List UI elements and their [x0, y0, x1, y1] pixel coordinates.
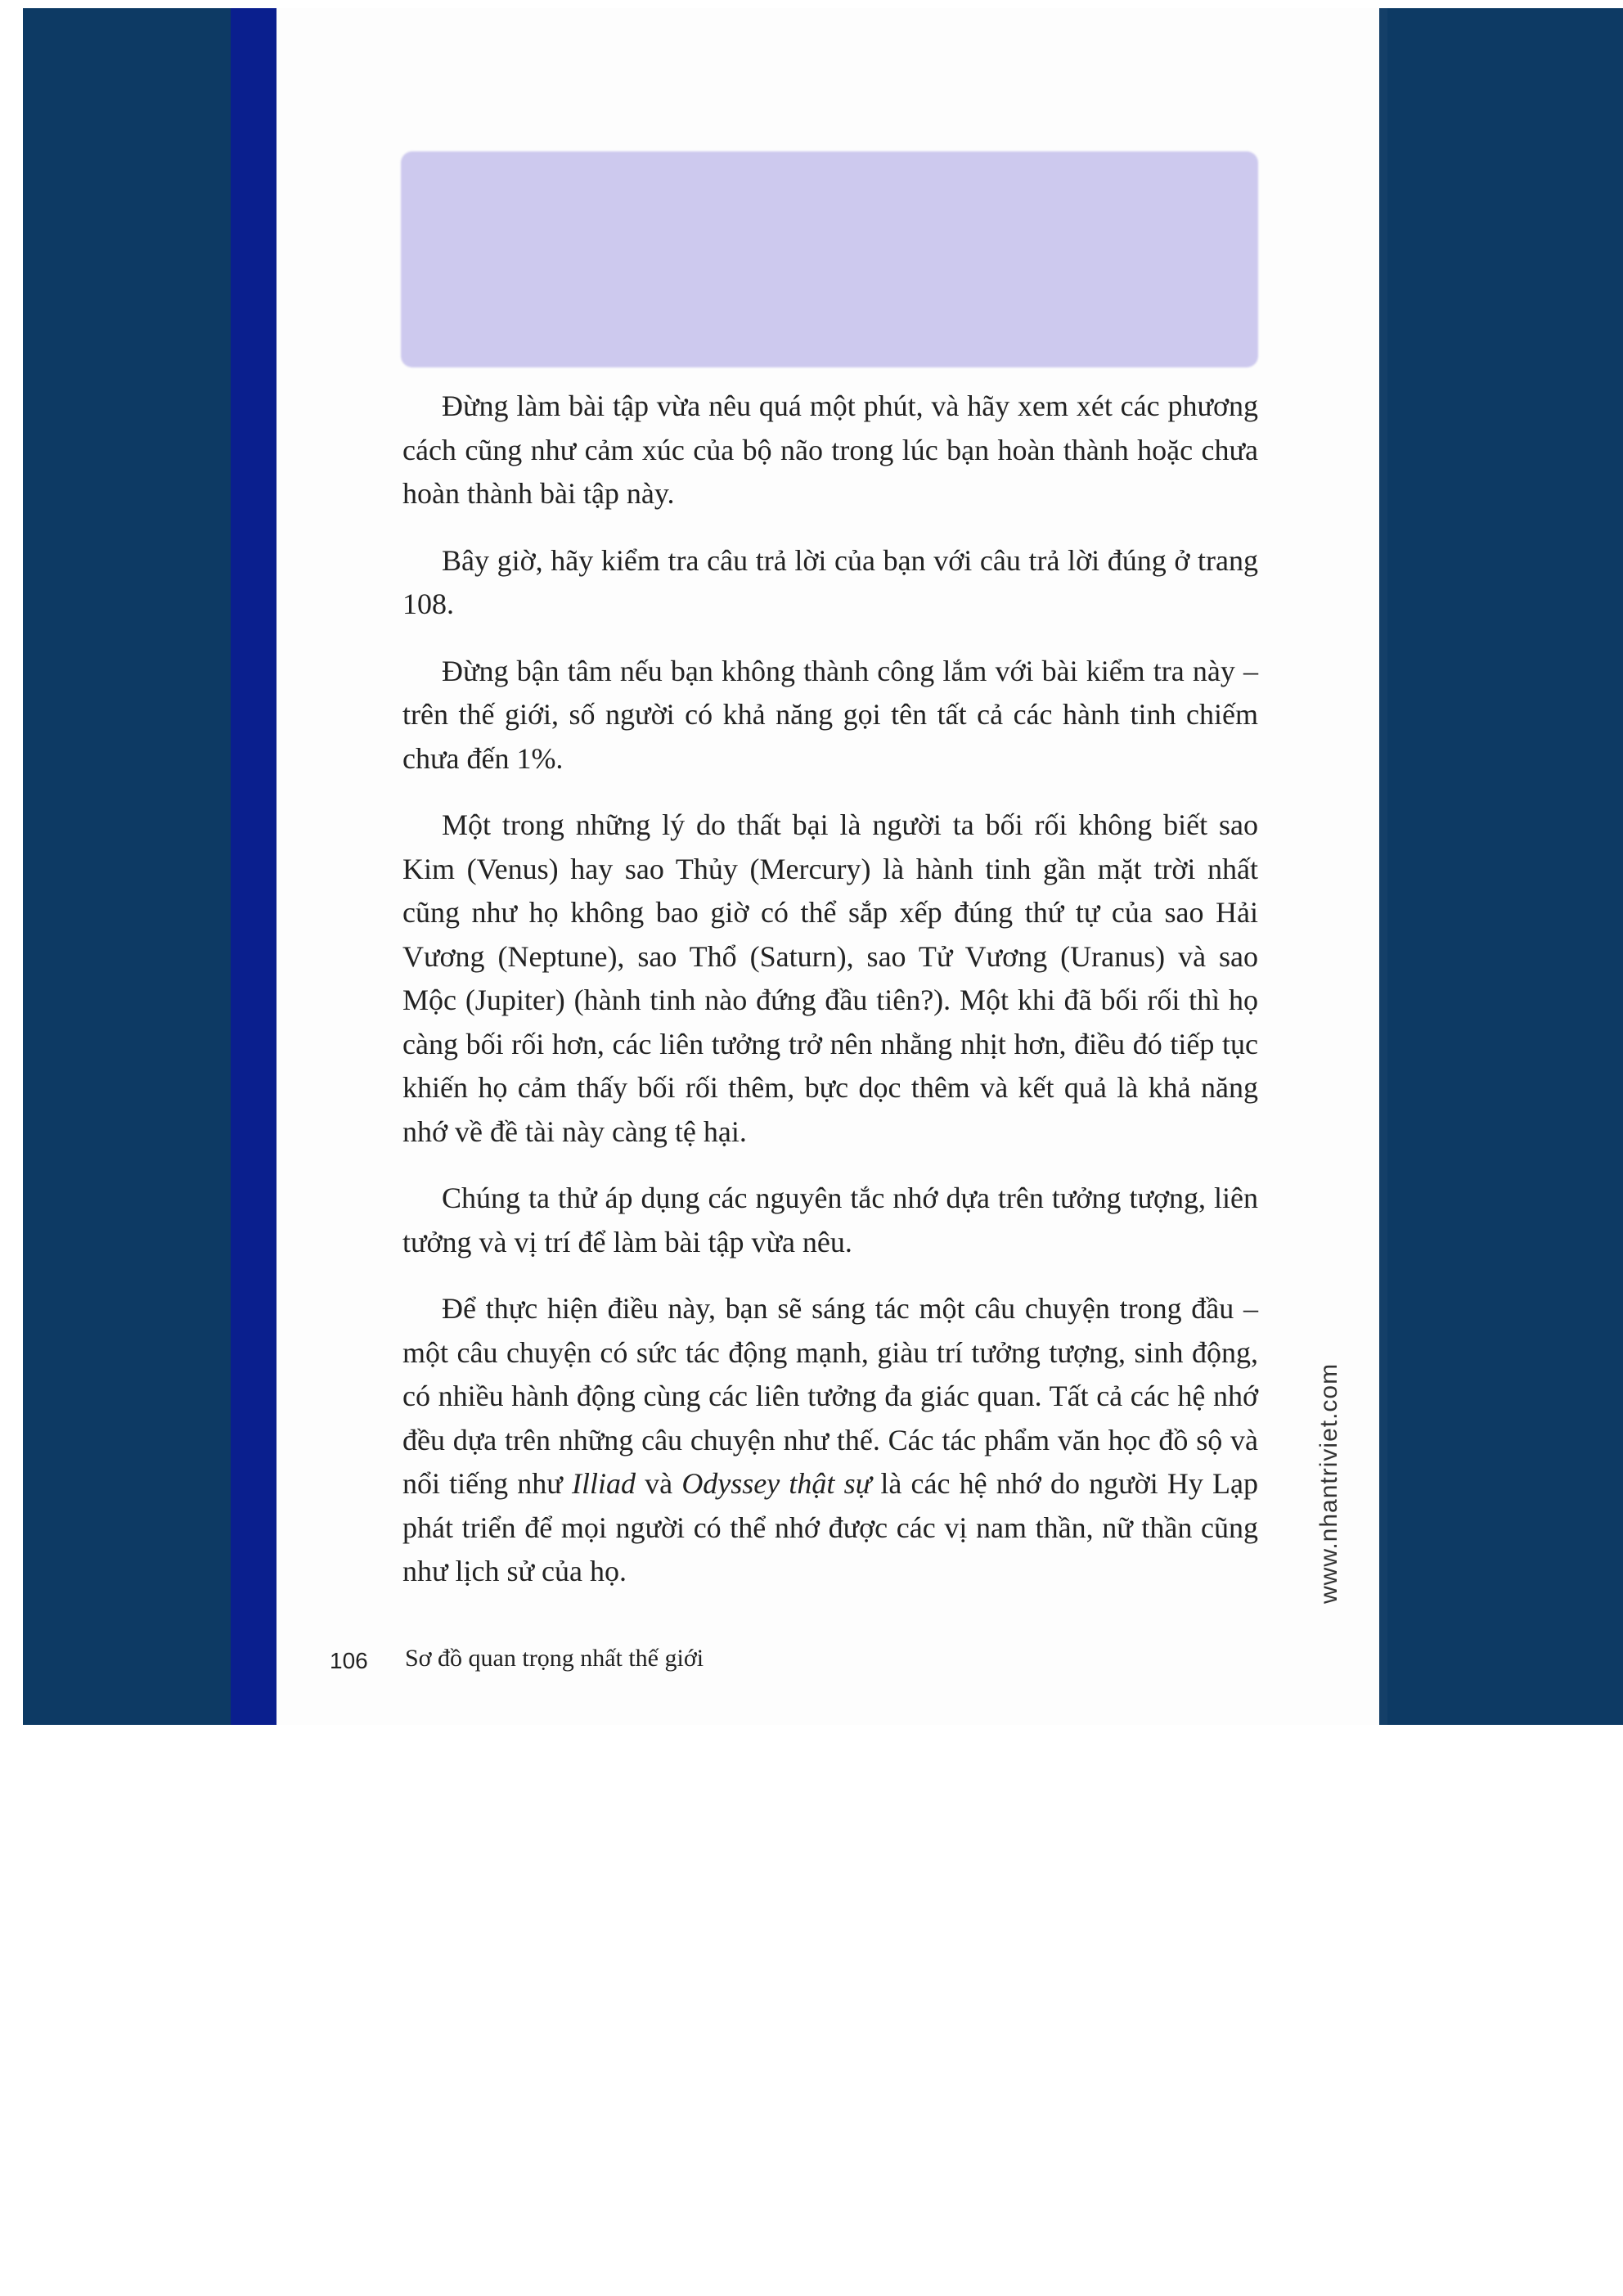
page-edge-strip — [1379, 8, 1387, 1725]
paragraph-1: Đừng làm bài tập vừa nêu quá một phút, và hãy xem xét các phương cách cũng như cảm xúc của bộ não trong lúc bạn hoàn thành hoặc chưa hoàn thành bài tập này. — [402, 389, 1258, 510]
redacted-box — [401, 151, 1258, 367]
paragraph-6-part-1: Để thực hiện điều này, bạn sẽ sáng tác một câu chuyện trong đầu – một câu chuyện có sức tác động mạnh, giàu trí tưởng tượng, sinh động, có nhiều hành động cùng các liên tưởng đa giác quan. Tất cả các hệ nhớ đều dựa trên những câu chuyện như thế. Các tác phẩm văn học đồ sộ và nổi tiếng như — [402, 1292, 1258, 1500]
paragraph-6-part-2: và — [636, 1467, 682, 1500]
title-odyssey: Odyssey thật sự — [681, 1467, 872, 1500]
title-illiad: Illiad — [572, 1467, 636, 1500]
running-footer-title: Sơ đồ quan trọng nhất thế giới — [405, 1645, 704, 1672]
page-number: 106 — [330, 1648, 368, 1673]
page-body — [402, 385, 1258, 1617]
book-spine-strip — [231, 8, 276, 1725]
publisher-url: www.nhantriviet.com — [1315, 1362, 1342, 1604]
paragraph-2: Bây giờ, hãy kiểm tra câu trả lời của bạn với câu trả lời đúng ở trang 108. — [402, 543, 1258, 620]
paragraph-6-part-3: là các hệ nhớ do người Hy Lạp phát triển để mọi người có thể nhớ được các vị nam thần, nữ thần cũng như lịch sử của họ. — [402, 1467, 1259, 1587]
paragraph-3: Đừng bận tâm nếu bạn không thành công lắm với bài kiểm tra này – trên thế giới, số người có khả năng gọi tên tất cả các hành tinh chiếm chưa đến 1%. — [402, 654, 1258, 775]
paragraph-5: Chúng ta thử áp dụng các nguyên tắc nhớ dựa trên tưởng tượng, liên tưởng và vị trí để làm bài tập vừa nêu. — [402, 1182, 1258, 1258]
paragraph-6 — [402, 1287, 1258, 1594]
paragraph-4: Một trong những lý do thất bại là người ta bối rối không biết sao Kim (Venus) hay sao Thủy (Mercury) là hành tinh gần mặt trời nhất cũng như họ không bao giờ có thể sắp xếp đúng thứ tự của sao Hải Vương (Neptune), sao Thổ (Saturn), sao Tử Vương (Uranus) và sao Mộc (Jupiter) (hành tinh nào đứng đầu tiên?). Một khi đã bối rối thì họ càng bối rối hơn, các liên tưởng trở nên nhằng nhịt hơn, điều đó tiếp tục khiến họ cảm thấy bối rối thêm, bực dọc thêm và kết quả là khả năng nhớ về đề tài này càng tệ hại. — [402, 808, 1258, 1148]
